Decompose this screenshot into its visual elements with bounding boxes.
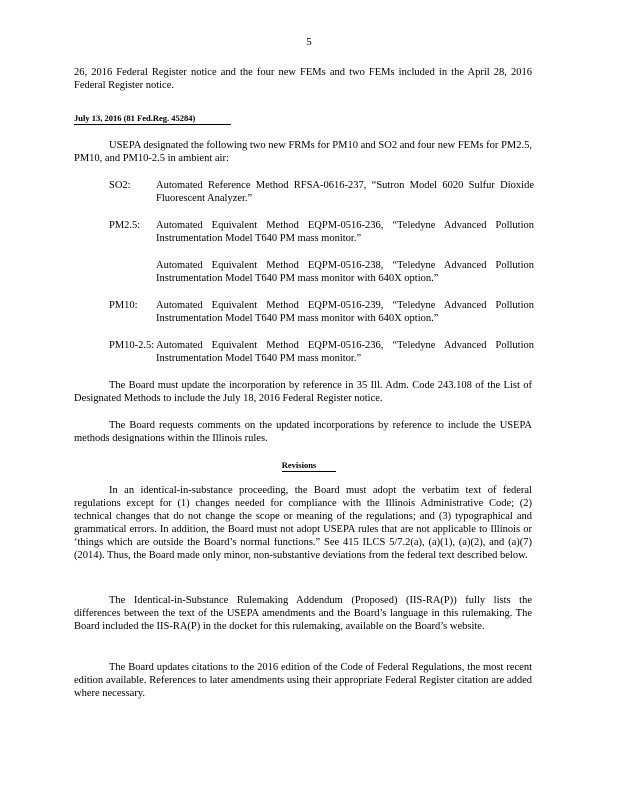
section-heading-july: July 13, 2016 (81 Fed.Reg. 45284)	[74, 113, 231, 125]
intro-paragraph: 26, 2016 Federal Register notice and the four new FEMs and two FEMs included in the April 28, 2016 Federal Register notice.	[74, 67, 532, 91]
definition-so2	[109, 179, 534, 205]
page-number: 5	[306, 36, 312, 48]
definition-pm10	[109, 299, 534, 325]
definition-label: PM10-2.5:	[109, 340, 155, 351]
addendum-paragraph: The Identical-in-Substance Rulemaking Addendum (Proposed) (IIS-RA(P)) fully lists the differences between the text of the USEPA amendments and the Board’s language in this rulemaking. The Board included the IIS-RA(P) in the docket for this rulemaking, available on the Board’s website.	[74, 595, 532, 632]
board-must-paragraph: The Board must update the incorporation by reference in 35 Ill. Adm. Code 243.108 of the List of Designated Methods to include the July 18, 2016 Federal Register notice.	[74, 380, 532, 404]
revisions-heading	[0, 459, 618, 472]
designated-paragraph: USEPA designated the following two new FRMs for PM10 and SO2 and four new FEMs for PM2.5, PM10, and PM10-2.5 in ambient air:	[74, 140, 532, 164]
definition-label: SO2:	[109, 180, 131, 191]
definition-text: Automated Equivalent Method EQPM-0516-236, “Teledyne Advanced Pollution Instrumentation Model T640 PM mass monitor.”	[156, 220, 534, 244]
definition-text: Automated Equivalent Method EQPM-0516-238, “Teledyne Advanced Pollution Instrumentation Model T640 PM mass monitor with 640X option.”	[156, 260, 534, 284]
identical-paragraph: In an identical-in-substance proceeding, the Board must adopt the verbatim text of federal regulations except for (1) changes needed for compliance with the Illinois Administrative Code; (2) technical changes that do not change the scope or meaning of the regulations; and (3) typographical and grammatical errors. In addition, the Board must not adopt USEPA rules that are not applicable to Illinois or ‘things which are outside the Board’s normal functions.” See 415 ILCS 5/7.2(a), (a)(1), (a)(2), and (a)(7) (2014). Thus, the Board made only minor, non-substantive deviations from the federal text described below.	[74, 485, 532, 561]
revisions-heading-text: Revisions	[282, 460, 336, 472]
definition-text: Automated Equivalent Method EQPM-0516-239, “Teledyne Advanced Pollution Instrumentation Model T640 PM mass monitor with 640X option.”	[156, 300, 534, 324]
board-requests-paragraph: The Board requests comments on the updated incorporations by reference to include the USEPA methods designations within the Illinois rules.	[74, 420, 532, 444]
citations-paragraph: The Board updates citations to the 2016 edition of the Code of Federal Regulations, the most recent edition available. References to later amendments using their appropriate Federal Register citation are added where necessary.	[74, 662, 532, 699]
definition-text: Automated Equivalent Method EQPM-0516-236, “Teledyne Advanced Pollution Instrumentation Model T640 PM mass monitor.”	[156, 340, 534, 364]
definition-label: PM10:	[109, 300, 138, 311]
definition-label: PM2.5:	[109, 220, 141, 231]
definition-text: Automated Reference Method RFSA-0616-237, “Sutron Model 6020 Sulfur Dioxide Fluorescent Analyzer.”	[156, 180, 534, 204]
definition-pm10-25	[109, 339, 534, 365]
definition-pm25-640x	[109, 259, 534, 285]
definition-pm25	[109, 219, 534, 245]
